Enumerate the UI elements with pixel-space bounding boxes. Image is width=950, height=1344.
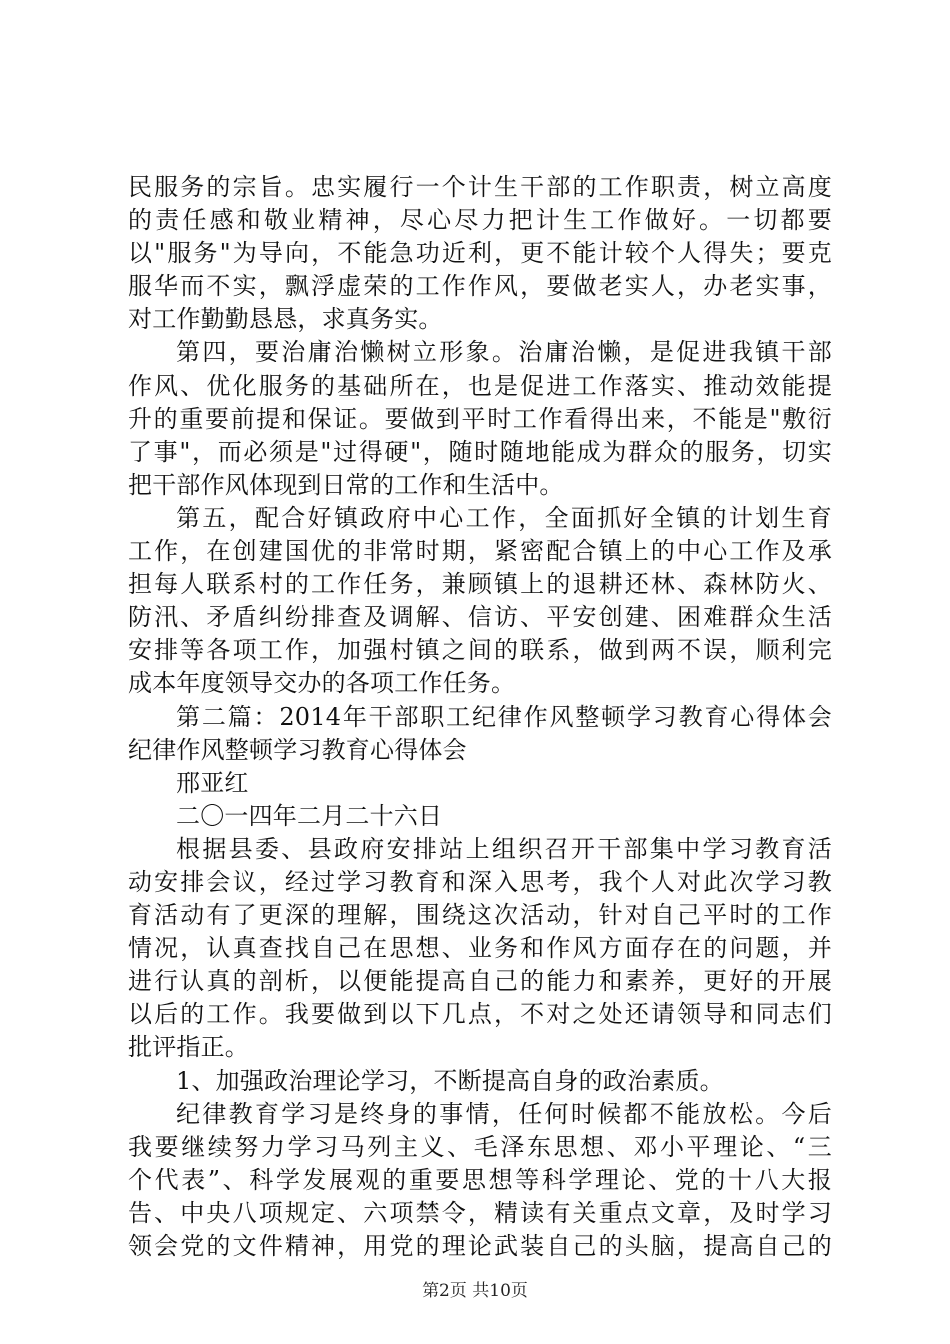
text-line: 服华而不实，飘浮虚荣的工作作风，要做老实人，办老实事，	[128, 272, 832, 301]
text-line: 纪律教育学习是终身的事情，任何时候都不能放松。今后	[176, 1099, 832, 1128]
text-line: 纪律作风整顿学习教育心得体会	[128, 735, 467, 764]
text-line: 成本年度领导交办的各项工作任务。	[128, 669, 516, 698]
text-line: 1、加强政治理论学习，不断提高自身的政治素质。	[176, 1066, 724, 1095]
text-line: 告、中央八项规定、六项禁令，精读有关重点文章，及时学习	[128, 1198, 832, 1227]
text-line: 育活动有了更深的理解，围绕这次活动，针对自己平时的工作	[128, 901, 832, 930]
text-line: 情况，认真查找自己在思想、业务和作风方面存在的问题，并	[128, 934, 832, 963]
text-line: 邢亚红	[176, 768, 249, 797]
text-line: 动安排会议，经过学习教育和深入思考，我个人对此次学习教	[128, 867, 832, 896]
text-line: 批评指正。	[128, 1033, 249, 1062]
text-line: 根据县委、县政府安排站上组织召开干部集中学习教育活	[176, 834, 832, 863]
text-line: 进行认真的剖析，以便能提高自己的能力和素养，更好的开展	[128, 967, 832, 996]
text-line: 升的重要前提和保证。要做到平时工作看得出来，不能是"敷衍	[128, 404, 832, 433]
text-line: 防汛、矛盾纠纷排查及调解、信访、平安创建、困难群众生活	[128, 603, 832, 632]
text-line: 安排等各项工作，加强村镇之间的联系，做到两不误，顺利完	[128, 636, 832, 665]
text-line: 个代表”、科学发展观的重要思想等科学理论、党的十八大报	[128, 1165, 832, 1194]
text-line: 我要继续努力学习马列主义、毛泽东思想、邓小平理论、“三	[128, 1132, 832, 1161]
document-body	[128, 171, 832, 1263]
text-line: 以"服务"为导向，不能急功近利，更不能计较个人得失；要克	[128, 239, 832, 268]
text-line: 第二篇：2014年干部职工纪律作风整顿学习教育心得体会	[176, 702, 832, 731]
text-line: 以后的工作。我要做到以下几点，不对之处还请领导和同志们	[128, 1000, 832, 1029]
text-line: 担每人联系村的工作任务，兼顾镇上的退耕还林、森林防火、	[128, 570, 832, 599]
text-line: 把干部作风体现到日常的工作和生活中。	[128, 470, 564, 499]
text-line: 第四，要治庸治懒树立形象。治庸治懒，是促进我镇干部	[176, 338, 832, 367]
text-line: 的责任感和敬业精神，尽心尽力把计生工作做好。一切都要	[128, 206, 832, 235]
text-line: 民服务的宗旨。忠实履行一个计生干部的工作职责，树立高度	[128, 173, 832, 201]
text-line: 第五，配合好镇政府中心工作，全面抓好全镇的计划生育	[176, 503, 832, 532]
page-number-footer: 第2页 共10页	[422, 1281, 528, 1301]
text-line: 工作，在创建国优的非常时期，紧密配合镇上的中心工作及承	[128, 537, 832, 566]
text-line: 对工作勤勤恳恳，求真务实。	[128, 305, 443, 334]
text-line: 了事"，而必须是"过得硬"，随时随地能成为群众的服务，切实	[128, 437, 832, 466]
text-line: 二〇一四年二月二十六日	[176, 801, 443, 830]
text-line: 领会党的文件精神，用党的理论武装自己的头脑，提高自己的	[128, 1232, 832, 1260]
text-line: 作风、优化服务的基础所在，也是促进工作落实、推动效能提	[128, 371, 832, 400]
